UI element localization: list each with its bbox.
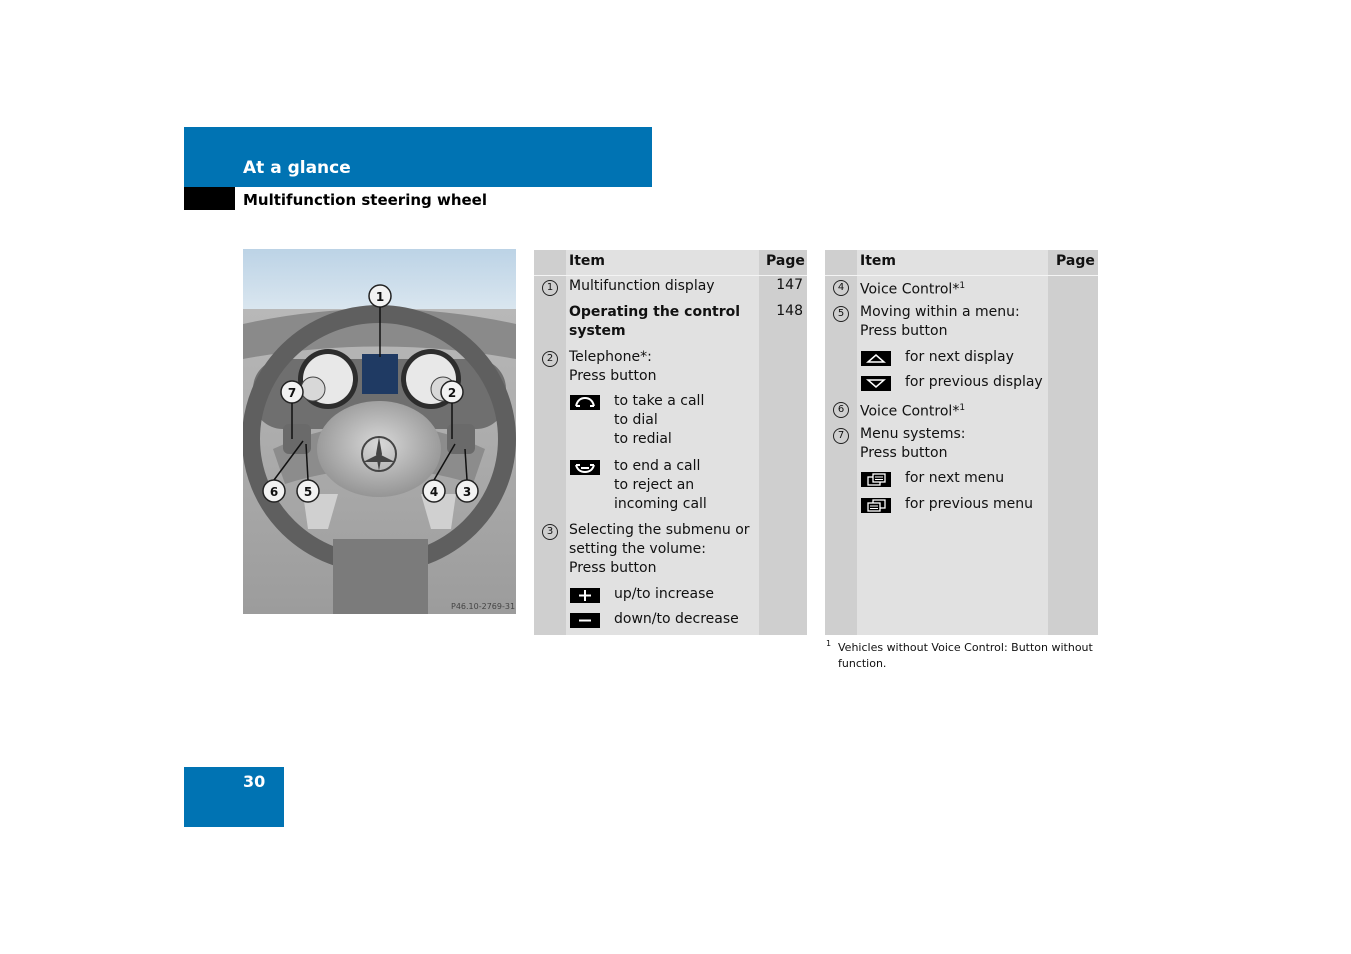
page-number-box bbox=[184, 767, 284, 827]
phone-hangup-icon bbox=[570, 460, 600, 475]
col-item-header: Item bbox=[860, 253, 896, 269]
arrow-down-text: for previous display bbox=[905, 374, 1043, 390]
callout-6: 6 bbox=[269, 485, 279, 499]
plus-icon bbox=[570, 588, 600, 603]
callout-1: 1 bbox=[375, 290, 385, 304]
arrow-up-text: for next display bbox=[905, 349, 1014, 365]
item-number-4: 4 bbox=[833, 280, 849, 296]
callout-4: 4 bbox=[429, 485, 439, 499]
item-number-3: 3 bbox=[542, 524, 558, 540]
item-table-right bbox=[825, 250, 1098, 635]
page-number: 30 bbox=[243, 772, 266, 791]
menu-next-icon bbox=[861, 472, 891, 487]
col-page-header: Page bbox=[766, 253, 805, 269]
item-text: Voice Control*$^1$ bbox=[860, 403, 966, 420]
steering-wheel-figure bbox=[243, 249, 516, 614]
item-text: Menu systems: Press button bbox=[860, 426, 966, 461]
callout-3: 3 bbox=[462, 485, 472, 499]
menu-next-text: for next menu bbox=[905, 470, 1005, 486]
col-item-header: Item bbox=[569, 253, 605, 269]
item-number-5: 5 bbox=[833, 306, 849, 322]
item-text: Multifunction display bbox=[569, 278, 715, 294]
footnote-text: Vehicles without Voice Control: Button without function. bbox=[838, 641, 1093, 670]
item-number-6: 6 bbox=[833, 402, 849, 418]
section-marker bbox=[184, 187, 235, 210]
minus-icon bbox=[570, 613, 600, 628]
item-number-1: 1 bbox=[542, 280, 558, 296]
col-page-header: Page bbox=[1056, 253, 1095, 269]
phone-hangup-text: to end a call to reject an incoming call bbox=[614, 458, 707, 512]
figure-code: P46.10-2769-31 bbox=[451, 602, 516, 611]
page-ref: 147 bbox=[776, 277, 803, 293]
minus-text: down/to decrease bbox=[614, 611, 739, 627]
item-number-2: 2 bbox=[542, 351, 558, 367]
table-header bbox=[825, 250, 1098, 276]
item-text: Voice Control*$^1$ bbox=[860, 281, 966, 298]
callout-7: 7 bbox=[287, 386, 297, 400]
item-text: Moving within a menu: Press button bbox=[860, 304, 1020, 339]
phone-pickup-text: to take a call to dial to redial bbox=[614, 393, 705, 447]
page-subtitle: Multifunction steering wheel bbox=[243, 191, 487, 209]
item-number-7: 7 bbox=[833, 428, 849, 444]
header-bar bbox=[184, 127, 652, 187]
table-header bbox=[534, 250, 807, 276]
page-ref: 148 bbox=[776, 303, 803, 319]
item-text: Selecting the submenu or setting the volume: Press button bbox=[569, 522, 750, 576]
phone-pickup-icon bbox=[570, 395, 600, 410]
item-text: Telephone*: Press button bbox=[569, 349, 657, 384]
section-title: At a glance bbox=[243, 158, 351, 178]
item-text: Operating the control system bbox=[569, 304, 741, 339]
callout-2: 2 bbox=[447, 386, 457, 400]
footnote-mark: 1 bbox=[826, 639, 832, 648]
menu-prev-icon bbox=[861, 498, 891, 513]
menu-prev-text: for previous menu bbox=[905, 496, 1034, 512]
callout-5: 5 bbox=[303, 485, 313, 499]
item-table-left bbox=[534, 250, 807, 635]
arrow-down-icon bbox=[861, 376, 891, 391]
arrow-up-icon bbox=[861, 351, 891, 366]
plus-text: up/to increase bbox=[614, 586, 714, 602]
